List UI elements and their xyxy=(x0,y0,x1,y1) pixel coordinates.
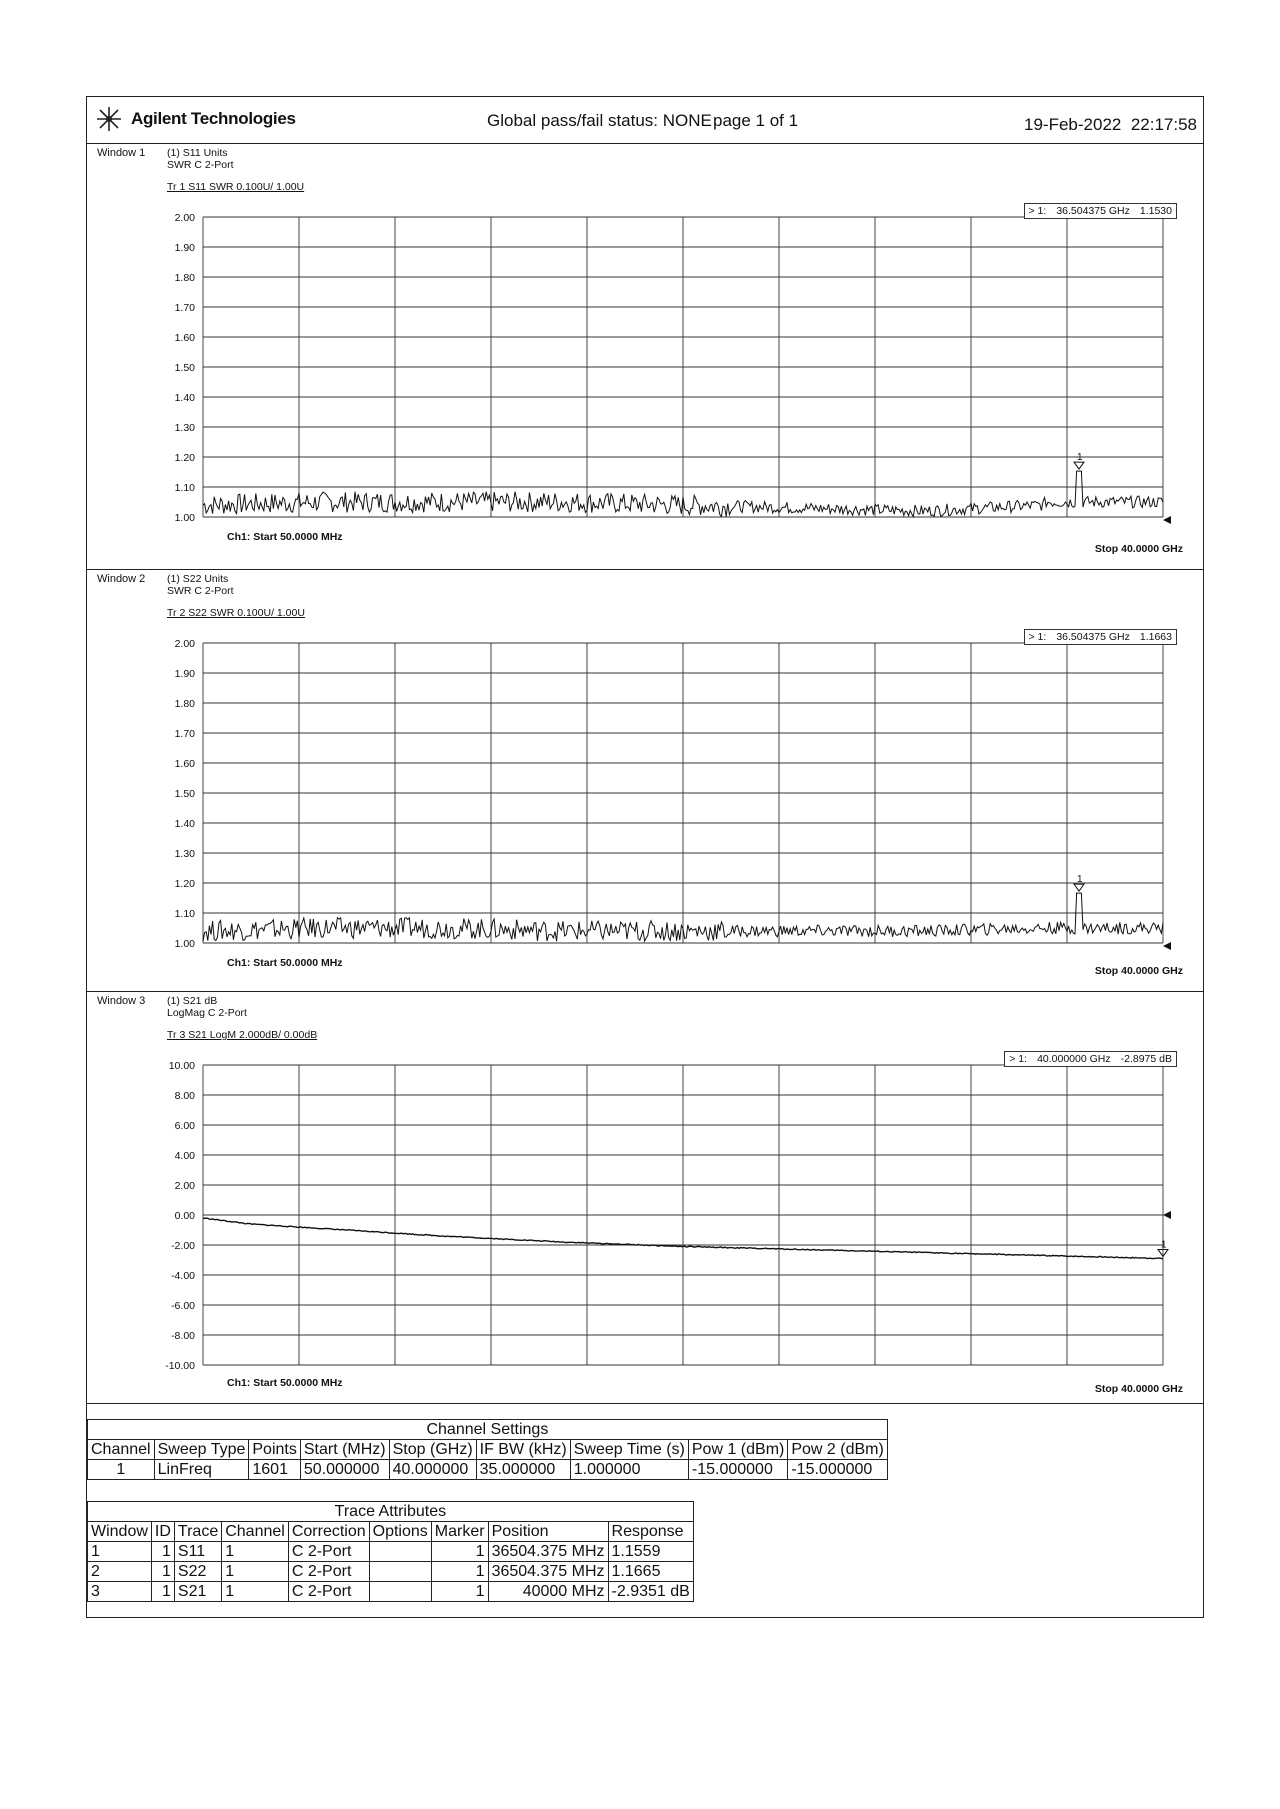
window-param xyxy=(167,995,247,1019)
y-tick-label: 2.00 xyxy=(174,638,195,650)
stop-frequency: Stop 40.0000 GHz xyxy=(1094,1383,1183,1395)
window-2 xyxy=(87,569,1203,992)
table-cell: 40000 MHz xyxy=(488,1582,608,1602)
marker-frequency: 36.504375 GHz xyxy=(1056,205,1130,217)
column-header: Options xyxy=(369,1522,431,1542)
y-tick-label: 1.50 xyxy=(174,362,195,374)
table-cell: 1 xyxy=(151,1562,174,1582)
report-page xyxy=(86,96,1204,1618)
y-tick-label: 1.30 xyxy=(174,422,195,434)
column-header: Pow 1 (dBm) xyxy=(688,1440,787,1460)
y-tick-label: 1.80 xyxy=(174,698,195,710)
table-row xyxy=(88,1582,694,1602)
table-cell: 36504.375 MHz xyxy=(488,1562,608,1582)
table-cell: -15.000000 xyxy=(788,1460,887,1480)
table-cell: -15.000000 xyxy=(688,1460,787,1480)
window-param xyxy=(167,147,234,171)
table-cell: 1601 xyxy=(249,1460,300,1480)
y-tick-label: 1.20 xyxy=(174,452,195,464)
table-cell: C 2-Port xyxy=(288,1562,369,1582)
column-header: Channel xyxy=(88,1440,155,1460)
marker-id: > 1: xyxy=(1028,205,1047,217)
table-title: Channel Settings xyxy=(88,1420,888,1440)
marker-1-label: 1 xyxy=(1077,874,1083,886)
marker-id: > 1: xyxy=(1009,1053,1028,1065)
column-header: IF BW (kHz) xyxy=(476,1440,570,1460)
window-3 xyxy=(87,991,1203,1404)
y-tick-label: 1.80 xyxy=(174,272,195,284)
table-cell: 1 xyxy=(222,1542,289,1562)
column-header: ID xyxy=(151,1522,174,1542)
plot-area xyxy=(151,1045,1181,1385)
marker-readout xyxy=(1024,629,1178,645)
table-title: Trace Attributes xyxy=(88,1502,694,1522)
y-tick-label: 1.00 xyxy=(174,938,195,950)
y-tick-label: 1.10 xyxy=(174,482,195,494)
y-tick-label: 1.90 xyxy=(174,242,195,254)
y-tick-label: 0.00 xyxy=(174,1210,195,1222)
table-cell: 40.000000 xyxy=(389,1460,476,1480)
brand-name: Agilent Technologies xyxy=(131,109,296,128)
window-1 xyxy=(87,143,1203,570)
table-cell: 35.000000 xyxy=(476,1460,570,1480)
table-cell: 1.000000 xyxy=(570,1460,688,1480)
column-header: Window xyxy=(88,1522,152,1542)
marker-1-label: 1 xyxy=(1077,452,1083,464)
reference-arrow xyxy=(1163,1211,1171,1219)
channel-settings-table xyxy=(87,1419,888,1480)
param-label: (1) S21 dB xyxy=(167,995,218,1007)
y-tick-label: -8.00 xyxy=(171,1330,195,1342)
stop-frequency: Stop 40.0000 GHz xyxy=(1094,965,1183,977)
table-cell: 36504.375 MHz xyxy=(488,1542,608,1562)
table-cell: 3 xyxy=(88,1582,152,1602)
table-cell xyxy=(369,1542,431,1562)
y-tick-label: 2.00 xyxy=(174,212,195,224)
trace-title: Tr 1 S11 SWR 0.100U/ 1.00U xyxy=(167,181,305,193)
column-header: Response xyxy=(608,1522,693,1542)
column-header: Sweep Time (s) xyxy=(570,1440,688,1460)
column-header: Marker xyxy=(431,1522,488,1542)
marker-id: > 1: xyxy=(1028,631,1047,643)
table-row xyxy=(88,1542,694,1562)
table-cell: 1 xyxy=(151,1582,174,1602)
timestamp xyxy=(1024,115,1197,135)
table-cell: S21 xyxy=(174,1582,221,1602)
marker-value: -2.8975 dB xyxy=(1120,1053,1172,1065)
y-tick-label: -10.00 xyxy=(165,1360,195,1372)
table-cell: 1 xyxy=(431,1542,488,1562)
table-cell: 1 xyxy=(88,1542,152,1562)
pass-fail-status: Global pass/fail status: NONE xyxy=(487,111,712,130)
param-label: (1) S22 Units xyxy=(167,573,229,585)
y-tick-label: 1.70 xyxy=(174,302,195,314)
y-tick-label: 1.30 xyxy=(174,848,195,860)
column-header: Pow 2 (dBm) xyxy=(788,1440,887,1460)
reference-arrow xyxy=(1163,942,1171,950)
date: 19-Feb-2022 xyxy=(1024,115,1122,134)
column-header: Trace xyxy=(174,1522,221,1542)
trace-title: Tr 3 S21 LogM 2.000dB/ 0.00dB xyxy=(167,1029,318,1041)
report-header xyxy=(87,97,1203,144)
marker-readout xyxy=(1024,203,1178,219)
table-cell xyxy=(369,1582,431,1602)
marker-frequency: 36.504375 GHz xyxy=(1056,631,1130,643)
column-header: Correction xyxy=(288,1522,369,1542)
trace-title: Tr 2 S22 SWR 0.100U/ 1.00U xyxy=(167,607,305,619)
y-tick-label: 1.50 xyxy=(174,788,195,800)
y-tick-label: 1.40 xyxy=(174,392,195,404)
reference-arrow xyxy=(1163,516,1171,524)
table-cell: 1 xyxy=(151,1542,174,1562)
y-tick-label: 10.00 xyxy=(168,1060,195,1072)
table-cell: 1.1665 xyxy=(608,1562,693,1582)
table-cell: S11 xyxy=(174,1542,221,1562)
table-cell: C 2-Port xyxy=(288,1582,369,1602)
plot-area xyxy=(151,623,1181,963)
agilent-spark-icon xyxy=(93,105,125,133)
y-tick-label: 6.00 xyxy=(174,1120,195,1132)
brand-logo xyxy=(93,105,296,133)
format-label: LogMag C 2-Port xyxy=(167,1007,247,1019)
table-row xyxy=(88,1460,888,1480)
param-label: (1) S11 Units xyxy=(167,147,228,159)
y-tick-label: 1.10 xyxy=(174,908,195,920)
table-cell: LinFreq xyxy=(154,1460,249,1480)
column-header: Stop (GHz) xyxy=(389,1440,476,1460)
table-header-row xyxy=(88,1440,888,1460)
format-label: SWR C 2-Port xyxy=(167,159,234,171)
marker-value: 1.1530 xyxy=(1139,205,1172,217)
table-cell: C 2-Port xyxy=(288,1542,369,1562)
column-header: Points xyxy=(249,1440,300,1460)
table-cell xyxy=(369,1562,431,1582)
y-tick-label: 8.00 xyxy=(174,1090,195,1102)
y-tick-label: 1.60 xyxy=(174,332,195,344)
y-tick-label: 1.90 xyxy=(174,668,195,680)
table-cell: 1 xyxy=(431,1562,488,1582)
y-tick-label: -4.00 xyxy=(171,1270,195,1282)
column-header: Sweep Type xyxy=(154,1440,249,1460)
start-frequency: Ch1: Start 50.0000 MHz xyxy=(227,531,343,543)
table-cell: 2 xyxy=(88,1562,152,1582)
table-cell: 1 xyxy=(222,1562,289,1582)
format-label: SWR C 2-Port xyxy=(167,585,234,597)
marker-value: 1.1663 xyxy=(1139,631,1172,643)
trace-attributes-table xyxy=(87,1501,694,1602)
marker-1 xyxy=(1074,884,1084,891)
window-param xyxy=(167,573,234,597)
column-header: Position xyxy=(488,1522,608,1542)
marker-1 xyxy=(1074,462,1084,469)
window-label: Window 3 xyxy=(97,995,146,1007)
window-label: Window 1 xyxy=(97,147,146,159)
table-cell: 1.1559 xyxy=(608,1542,693,1562)
start-frequency: Ch1: Start 50.0000 MHz xyxy=(227,1377,343,1389)
window-label: Window 2 xyxy=(97,573,146,585)
table-cell: 1 xyxy=(431,1582,488,1602)
table-cell: 50.000000 xyxy=(300,1460,389,1480)
page-number: page 1 of 1 xyxy=(713,111,799,130)
start-frequency: Ch1: Start 50.0000 MHz xyxy=(227,957,343,969)
y-tick-label: 1.40 xyxy=(174,818,195,830)
plot-area xyxy=(151,197,1181,537)
y-tick-label: 4.00 xyxy=(174,1150,195,1162)
y-tick-label: -6.00 xyxy=(171,1300,195,1312)
marker-1-label: 1 xyxy=(1161,1239,1167,1251)
time: 22:17:58 xyxy=(1130,115,1197,134)
y-tick-label: 1.20 xyxy=(174,878,195,890)
marker-frequency: 40.000000 GHz xyxy=(1037,1053,1111,1065)
column-header: Channel xyxy=(222,1522,289,1542)
table-cell: 1 xyxy=(88,1460,155,1480)
table-cell: 1 xyxy=(222,1582,289,1602)
y-tick-label: 2.00 xyxy=(174,1180,195,1192)
table-header-row xyxy=(88,1522,694,1542)
table-cell: S22 xyxy=(174,1562,221,1582)
y-tick-label: 1.00 xyxy=(174,512,195,524)
y-tick-label: 1.60 xyxy=(174,758,195,770)
stop-frequency: Stop 40.0000 GHz xyxy=(1094,543,1183,555)
marker-readout xyxy=(1004,1051,1177,1067)
table-row xyxy=(88,1562,694,1582)
table-cell: -2.9351 dB xyxy=(608,1582,693,1602)
y-tick-label: 1.70 xyxy=(174,728,195,740)
y-tick-label: -2.00 xyxy=(171,1240,195,1252)
column-header: Start (MHz) xyxy=(300,1440,389,1460)
